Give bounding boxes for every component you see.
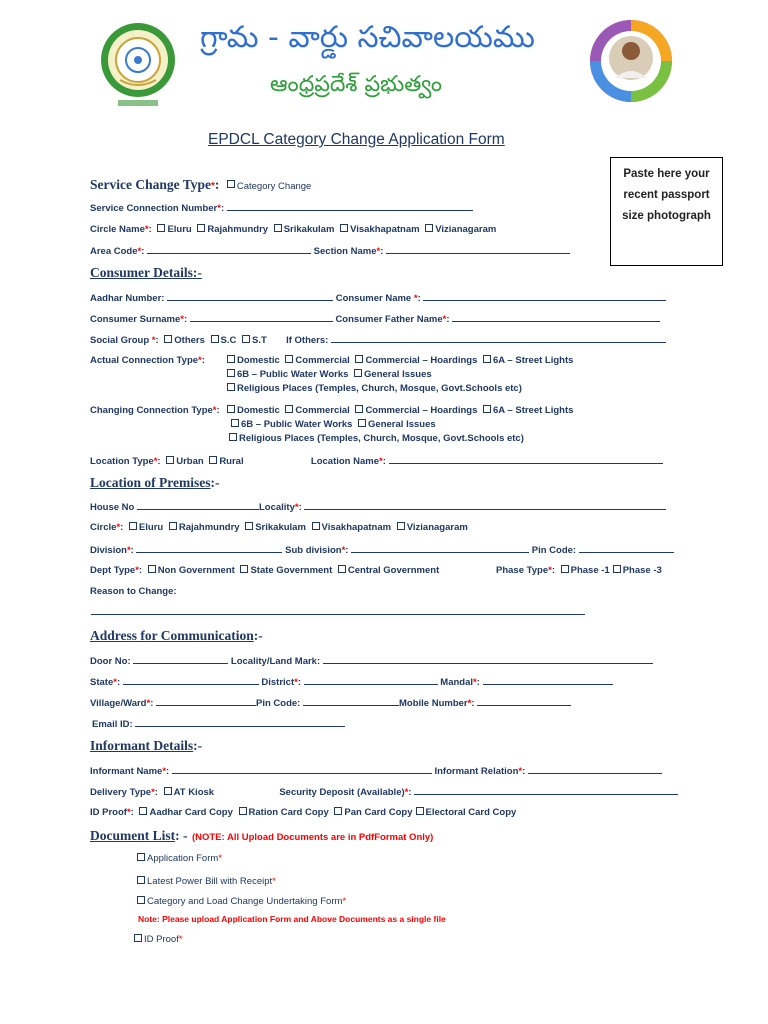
father-name-field[interactable] bbox=[452, 313, 660, 322]
circle-option-label: Eluru bbox=[138, 522, 164, 533]
premises-visakhapatnam-checkbox[interactable] bbox=[312, 522, 320, 530]
phase-row: Phase Type*: Phase -1 Phase -3 bbox=[496, 565, 662, 576]
informant-relation-field[interactable] bbox=[528, 765, 662, 774]
security-deposit-label: Security Deposit (Available) bbox=[279, 787, 405, 798]
service-connection-label: Service Connection Number bbox=[90, 203, 218, 214]
changing-connection-options-2 bbox=[228, 419, 436, 430]
conn-option-label: Commercial bbox=[295, 405, 350, 416]
changing-commercial-checkbox[interactable] bbox=[285, 405, 293, 413]
father-name-label: Consumer Father Name bbox=[335, 314, 443, 325]
changing-domestic-checkbox[interactable] bbox=[227, 405, 235, 413]
changing-6a-checkbox[interactable] bbox=[483, 405, 491, 413]
circle-option-label: Eluru bbox=[167, 224, 192, 235]
consumer-heading-row: Consumer Details:- bbox=[90, 265, 202, 280]
location-urban-checkbox[interactable] bbox=[166, 456, 174, 464]
location-type-label: Location Type bbox=[90, 456, 154, 467]
conn-option-label: Religious Places (Temples, Church, Mosque, Govt.Schools etc) bbox=[237, 383, 522, 394]
division-label: Division bbox=[90, 545, 127, 556]
address-heading-row: Address for Communication:- bbox=[90, 628, 263, 643]
premises-srikakulam-checkbox[interactable] bbox=[245, 522, 253, 530]
at-kiosk-label: AT Kiosk bbox=[173, 787, 215, 798]
telugu-subtitle: ఆంధ్రప్రదేశ్ ప్రభుత్వం bbox=[270, 72, 443, 97]
email-row bbox=[92, 718, 345, 730]
circle-option-label: Visakhapatnam bbox=[350, 224, 420, 235]
social-others-checkbox[interactable] bbox=[164, 335, 172, 343]
pan-copy-checkbox[interactable] bbox=[334, 807, 342, 815]
doc-undertaking-checkbox[interactable] bbox=[137, 896, 145, 904]
division-field[interactable] bbox=[136, 544, 282, 553]
delivery-type-label: Delivery Type bbox=[90, 787, 152, 798]
email-field[interactable] bbox=[135, 718, 345, 727]
sub-division-label: Sub division bbox=[285, 545, 342, 556]
location-name-field[interactable] bbox=[389, 455, 663, 464]
id-option-label: Aadhar Card Copy bbox=[149, 807, 233, 818]
locality-label: Locality bbox=[258, 502, 295, 513]
landmark-label: Locality/Land Mark: bbox=[230, 656, 321, 667]
address-pin-field[interactable] bbox=[303, 697, 399, 706]
house-no-label: House No bbox=[90, 502, 135, 513]
conn-option-label: Domestic bbox=[237, 355, 280, 366]
premises-circle-row: Circle*: Eluru Rajahmundry Srikakulam Visakhapatnam Vizianagaram bbox=[90, 522, 468, 533]
conn-option-label: 6B – Public Water Works bbox=[237, 369, 349, 380]
dept-type-label: Dept Type bbox=[90, 565, 136, 576]
circle-option-label: Vizianagaram bbox=[435, 224, 497, 235]
social-option-label: S.C bbox=[220, 335, 237, 346]
village-label: Village/Ward bbox=[90, 698, 147, 709]
location-name-label: Location Name bbox=[310, 456, 379, 467]
actual-connection-label: Actual Connection Type bbox=[90, 355, 199, 366]
circle-option-label: Srikakulam bbox=[283, 224, 335, 235]
surname-row: Consumer Surname*: Consumer Father Name*: bbox=[90, 313, 660, 325]
premises-eluru-checkbox[interactable] bbox=[129, 522, 137, 530]
informant-heading-row: Informant Details:- bbox=[90, 738, 203, 753]
consumer-name-field[interactable] bbox=[423, 292, 666, 301]
state-field[interactable] bbox=[123, 676, 259, 685]
aadhar-copy-checkbox[interactable] bbox=[139, 807, 147, 815]
if-others-label: If Others: bbox=[286, 335, 329, 346]
premises-pin-label: Pin Code: bbox=[531, 545, 577, 556]
actual-6a-checkbox[interactable] bbox=[483, 355, 491, 363]
actual-connection-label-row: Actual Connection Type*: bbox=[90, 355, 205, 366]
phase-option-label: Phase -1 bbox=[570, 565, 610, 576]
conn-option-label: 6A – Street Lights bbox=[493, 355, 574, 366]
actual-commercial-checkbox[interactable] bbox=[285, 355, 293, 363]
dept-option-label: Central Government bbox=[347, 565, 440, 576]
area-code-row: Area Code*: Section Name*: bbox=[90, 245, 570, 257]
dept-option-label: State Government bbox=[250, 565, 333, 576]
address-pin-label: Pin Code: bbox=[256, 698, 301, 709]
ap-emblem-logo bbox=[98, 18, 178, 118]
circle-option-label: Visakhapatnam bbox=[321, 522, 392, 533]
circle-name-label: Circle Name bbox=[90, 224, 145, 235]
division-row: Division*: Sub division*: Pin Code: bbox=[90, 544, 674, 556]
location-option-label: Rural bbox=[219, 456, 244, 467]
section-name-label: Section Name bbox=[313, 246, 377, 257]
door-no-field[interactable] bbox=[133, 655, 228, 664]
changing-6b-checkbox[interactable] bbox=[231, 419, 239, 427]
circle-option-label: Vizianagaram bbox=[406, 522, 468, 533]
circle-option-label: Rajahmundry bbox=[207, 224, 269, 235]
document-heading-row: Document List: - (NOTE: All Upload Documents are in PdfFormat Only) bbox=[90, 828, 434, 843]
navaratnalu-logo bbox=[588, 18, 674, 104]
actual-connection-options-1 bbox=[224, 355, 573, 366]
conn-option-label: Commercial bbox=[295, 355, 350, 366]
conn-option-label: Commercial – Hoardings bbox=[365, 405, 478, 416]
id-option-label: Electoral Card Copy bbox=[425, 807, 517, 818]
doc-id-proof-checkbox[interactable] bbox=[134, 934, 142, 942]
changing-hoardings-checkbox[interactable] bbox=[355, 405, 363, 413]
doc-item-id-proof: ID Proof* bbox=[134, 934, 183, 945]
photo-box bbox=[610, 157, 723, 266]
doc-item-application: Application Form* bbox=[134, 853, 222, 864]
premises-heading-row: Location of Premises:- bbox=[90, 475, 220, 490]
category-change-label: Category Change bbox=[236, 181, 312, 192]
landmark-field[interactable] bbox=[323, 655, 653, 664]
actual-connection-options-2 bbox=[224, 369, 432, 380]
aadhar-field[interactable] bbox=[167, 292, 333, 301]
circle-vizianagaram-checkbox[interactable] bbox=[425, 224, 433, 232]
changing-general-checkbox[interactable] bbox=[358, 419, 366, 427]
village-row: Village/Ward*: Pin Code: Mobile Number*: bbox=[90, 697, 571, 709]
surname-field[interactable] bbox=[190, 313, 333, 322]
section-name-field[interactable] bbox=[386, 245, 570, 254]
locality-field[interactable] bbox=[304, 501, 666, 510]
area-code-field[interactable] bbox=[147, 245, 311, 254]
actual-connection-options-3 bbox=[224, 383, 522, 394]
changing-connection-options-3 bbox=[226, 433, 524, 444]
premises-vizianagaram-checkbox[interactable] bbox=[397, 522, 405, 530]
dept-central-checkbox[interactable] bbox=[338, 565, 346, 573]
social-group-row: Social Group *: Others S.C S.T If Others: bbox=[90, 334, 666, 346]
conn-option-label: 6B – Public Water Works bbox=[241, 419, 353, 430]
house-no-field[interactable] bbox=[137, 501, 259, 510]
doc-item-label: Category and Load Change Undertaking Form bbox=[147, 896, 343, 907]
circle-rajahmundry-checkbox[interactable] bbox=[197, 224, 205, 232]
at-kiosk-checkbox[interactable] bbox=[164, 787, 172, 795]
conn-option-label: 6A – Street Lights bbox=[493, 405, 574, 416]
id-proof-label: ID Proof bbox=[90, 807, 127, 818]
category-change-checkbox[interactable] bbox=[227, 180, 235, 188]
address-heading: Address for Communication bbox=[90, 628, 254, 643]
electoral-copy-checkbox[interactable] bbox=[416, 807, 424, 815]
social-option-label: S.T bbox=[252, 335, 267, 346]
dept-state-checkbox[interactable] bbox=[240, 565, 248, 573]
circle-name-row: Circle Name*: Eluru Rajahmundry Srikakulam Visakhapatnam Vizianagaram bbox=[90, 224, 497, 235]
social-group-label: Social Group bbox=[90, 335, 150, 346]
service-connection-row: Service Connection Number*: bbox=[90, 202, 473, 214]
doc-item-label: Latest Power Bill with Receipt bbox=[147, 876, 273, 887]
id-option-label: Pan Card Copy bbox=[344, 807, 413, 818]
doc-item-power-bill: Latest Power Bill with Receipt* bbox=[134, 876, 276, 887]
dept-option-label: Non Government bbox=[157, 565, 235, 576]
premises-circle-label: Circle bbox=[90, 522, 117, 533]
consumer-heading: Consumer Details bbox=[90, 265, 193, 280]
doc-item-undertaking: Category and Load Change Undertaking Form* bbox=[134, 896, 346, 907]
informant-name-row: Informant Name*: Informant Relation*: bbox=[90, 765, 662, 777]
social-option-label: Others bbox=[174, 335, 205, 346]
actual-6b-checkbox[interactable] bbox=[227, 369, 235, 377]
phase-1-checkbox[interactable] bbox=[561, 565, 569, 573]
document-heading: Document List bbox=[90, 828, 176, 843]
conn-option-label: Religious Places (Temples, Church, Mosque, Govt.Schools etc) bbox=[239, 433, 524, 444]
circle-visakhapatnam-checkbox[interactable] bbox=[340, 224, 348, 232]
village-field[interactable] bbox=[156, 697, 256, 706]
dept-row: Dept Type*: Non Government State Government Central Government bbox=[90, 565, 440, 576]
mandal-label: Mandal bbox=[440, 677, 474, 688]
document-note: (NOTE: All Upload Documents are in PdfFormat Only) bbox=[191, 832, 434, 843]
actual-general-checkbox[interactable] bbox=[354, 369, 362, 377]
service-change-row: Service Change Type*: Category Change bbox=[90, 177, 312, 192]
premises-heading: Location of Premises bbox=[90, 475, 211, 490]
premises-pin-field[interactable] bbox=[579, 544, 674, 553]
social-st-checkbox[interactable] bbox=[242, 335, 250, 343]
sub-division-field[interactable] bbox=[351, 544, 529, 553]
mobile-label: Mobile Number bbox=[399, 698, 468, 709]
conn-option-label: General Issues bbox=[364, 369, 432, 380]
district-label: District bbox=[261, 677, 295, 688]
premises-rajahmundry-checkbox[interactable] bbox=[169, 522, 177, 530]
aadhar-row: Aadhar Number: Consumer Name *: bbox=[90, 292, 666, 304]
conn-option-label: Domestic bbox=[237, 405, 280, 416]
changing-connection-label: Changing Connection Type bbox=[90, 405, 213, 416]
state-row: State*: District*: Mandal*: bbox=[90, 676, 613, 688]
changing-religious-checkbox[interactable] bbox=[229, 433, 237, 441]
id-proof-row: ID Proof*: Aadhar Card Copy Ration Card Copy Pan Card Copy Electoral Card Copy bbox=[90, 807, 517, 818]
phase-type-label: Phase Type bbox=[496, 565, 549, 576]
header-banner bbox=[92, 8, 677, 120]
house-row: House No Locality*: bbox=[90, 501, 666, 513]
service-change-heading: Service Change Type bbox=[90, 177, 211, 192]
phase-option-label: Phase -3 bbox=[622, 565, 662, 576]
area-code-label: Area Code bbox=[90, 246, 138, 257]
dept-nongov-checkbox[interactable] bbox=[148, 565, 156, 573]
informant-name-field[interactable] bbox=[172, 765, 432, 774]
if-others-field[interactable] bbox=[331, 334, 666, 343]
consumer-name-label: Consumer Name bbox=[335, 293, 412, 304]
surname-label: Consumer Surname bbox=[90, 314, 181, 325]
circle-eluru-checkbox[interactable] bbox=[157, 224, 165, 232]
circle-option-label: Srikakulam bbox=[255, 522, 306, 533]
state-label: State bbox=[90, 677, 114, 688]
doc-application-checkbox[interactable] bbox=[137, 853, 145, 861]
door-row bbox=[90, 655, 653, 667]
photo-box-text: Paste here your recent passport size photograph bbox=[622, 168, 711, 222]
telugu-title: గ్రామ - వార్డు సచివాలయము bbox=[200, 20, 535, 55]
circle-option-label: Rajahmundry bbox=[178, 522, 240, 533]
reason-field[interactable] bbox=[91, 606, 585, 615]
actual-hoardings-checkbox[interactable] bbox=[355, 355, 363, 363]
circle-srikakulam-checkbox[interactable] bbox=[274, 224, 282, 232]
delivery-row: Delivery Type*: AT Kiosk Security Deposit (Available)*: bbox=[90, 786, 678, 798]
actual-religious-checkbox[interactable] bbox=[227, 383, 235, 391]
doc-item-label: ID Proof bbox=[144, 934, 179, 945]
phase-3-checkbox[interactable] bbox=[613, 565, 621, 573]
changing-connection-options-1 bbox=[224, 405, 573, 416]
district-field[interactable] bbox=[304, 676, 438, 685]
ration-copy-checkbox[interactable] bbox=[239, 807, 247, 815]
email-label: Email ID: bbox=[92, 719, 133, 730]
reason-label: Reason to Change: bbox=[90, 586, 177, 597]
aadhar-label: Aadhar Number: bbox=[90, 293, 165, 304]
location-rural-checkbox[interactable] bbox=[209, 456, 217, 464]
informant-heading: Informant Details bbox=[90, 738, 194, 753]
social-sc-checkbox[interactable] bbox=[211, 335, 219, 343]
mandal-field[interactable] bbox=[483, 676, 613, 685]
id-option-label: Ration Card Copy bbox=[248, 807, 329, 818]
location-row: Location Type*: Urban Rural Location Name*: bbox=[90, 455, 663, 467]
door-no-label: Door No: bbox=[90, 656, 131, 667]
changing-connection-label-row: Changing Connection Type*: bbox=[90, 405, 220, 416]
upload-note: Note: Please upload Application Form and Above Documents as a single file bbox=[138, 914, 446, 924]
security-deposit-field[interactable] bbox=[414, 786, 678, 795]
actual-domestic-checkbox[interactable] bbox=[227, 355, 235, 363]
service-connection-field[interactable] bbox=[227, 202, 473, 211]
form-title: EPDCL Category Change Application Form bbox=[208, 131, 505, 148]
location-option-label: Urban bbox=[176, 456, 204, 467]
doc-power-bill-checkbox[interactable] bbox=[137, 876, 145, 884]
informant-name-label: Informant Name bbox=[90, 766, 163, 777]
conn-option-label: General Issues bbox=[368, 419, 436, 430]
mobile-field[interactable] bbox=[477, 697, 571, 706]
doc-item-label: Application Form bbox=[147, 853, 219, 864]
conn-option-label: Commercial – Hoardings bbox=[365, 355, 478, 366]
informant-relation-label: Informant Relation bbox=[434, 766, 519, 777]
